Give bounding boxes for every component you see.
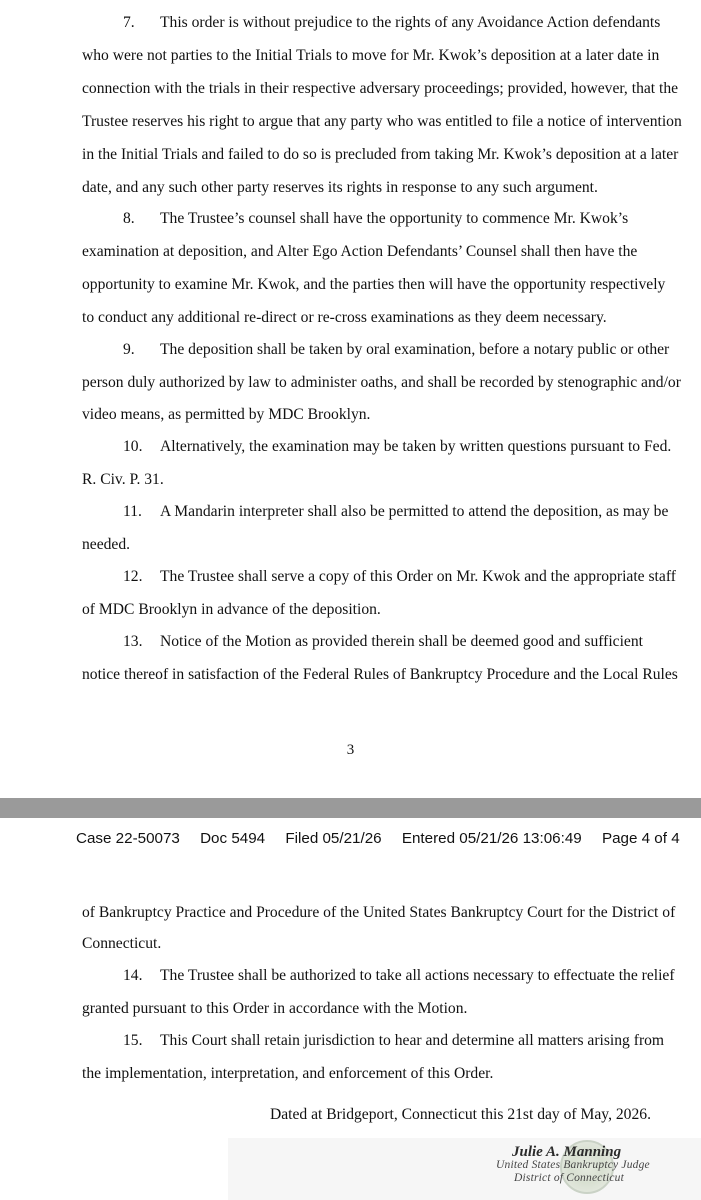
para-8-line-2: examination at deposition, and Alter Ego Action Defendants’ Counsel shall then have the [82, 243, 638, 260]
para-14-line-2: granted pursuant to this Order in accordance with the Motion. [82, 1000, 468, 1017]
page-count: Page 4 of 4 [601, 830, 680, 847]
para-11-line-1: 11. A Mandarin interpreter shall also be permitted to attend the deposition, as may be [123, 503, 669, 520]
judge-title: United States Bankruptcy Judge [496, 1159, 650, 1171]
para-14-line-1: 14. The Trustee shall be authorized to take all actions necessary to effectuate the relief [123, 967, 675, 984]
para-8-number: 8. [123, 210, 135, 227]
para-15-line-2: the implementation, interpretation, and enforcement of this Order. [82, 1065, 494, 1082]
para-7-line-2: who were not parties to the Initial Trials to move for Mr. Kwok’s deposition at a later date in [82, 47, 660, 64]
para-13-continuation-line-2: Connecticut. [82, 935, 162, 952]
para-15-line-1: 15. This Court shall retain jurisdiction to hear and determine all matters arising from [123, 1032, 665, 1049]
para-7-line-5: in the Initial Trials and failed to do so is precluded from taking Mr. Kwok’s deposition at a later [82, 146, 679, 163]
para-12-line-2: of MDC Brooklyn in advance of the deposition. [82, 601, 381, 618]
filed-date: Filed 05/21/26 [285, 830, 382, 847]
para-9-number: 9. [123, 341, 135, 358]
para-11-line-2: needed. [82, 536, 131, 553]
para-8-line-1: 8. The Trustee’s counsel shall have the opportunity to commence Mr. Kwok’s [123, 210, 629, 227]
para-7-number: 7. [123, 14, 135, 31]
para-10-line-2: R. Civ. P. 31. [82, 471, 164, 488]
para-7-line-4: Trustee reserves his right to argue that any party who was entitled to file a notice of intervention [82, 113, 682, 130]
para-7-line-1: 7. This order is without prejudice to the rights of any Avoidance Action defendants [123, 14, 661, 31]
para-12-line-1: 12. The Trustee shall serve a copy of this Order on Mr. Kwok and the appropriate staff [123, 568, 676, 585]
judge-signature-name: Julie A. Manning [512, 1144, 622, 1160]
para-13-number: 13. [123, 633, 143, 650]
para-7-line-3: connection with the trials in their respective adversary proceedings; provided, however, that the [82, 80, 679, 97]
judge-district: District of Connecticut [514, 1172, 625, 1184]
para-13-line-1: 13. Notice of the Motion as provided therein shall be deemed good and sufficient [123, 633, 643, 650]
para-11-number: 11. [123, 503, 142, 520]
para-13-continuation-line-1: of Bankruptcy Practice and Procedure of the United States Bankruptcy Court for the District of [82, 904, 676, 921]
page-separator [0, 798, 701, 818]
doc-number: Doc 5494 [200, 830, 266, 847]
para-9-line-2: person duly authorized by law to administer oaths, and shall be recorded by stenographic and/or [82, 374, 681, 391]
para-12-number: 12. [123, 568, 143, 585]
dated-line: Dated at Bridgeport, Connecticut this 21st day of May, 2026. [270, 1106, 651, 1123]
ecf-case-header [76, 830, 680, 847]
para-9-line-1: 9. The deposition shall be taken by oral examination, before a notary public or other [123, 341, 670, 358]
case-number: Case 22-50073 [76, 830, 180, 847]
para-10-number: 10. [123, 438, 143, 455]
entered-date: Entered 05/21/26 13:06:49 [401, 830, 582, 847]
para-13-line-2: notice thereof in satisfaction of the Federal Rules of Bankruptcy Procedure and the Local Rules [82, 666, 678, 683]
page-number: 3 [346, 742, 355, 758]
para-14-number: 14. [123, 967, 143, 984]
para-8-line-3: opportunity to examine Mr. Kwok, and the parties then will have the opportunity respectively [82, 276, 666, 293]
para-7-line-6: date, and any such other party reserves its rights in response to any such argument. [82, 179, 598, 196]
para-15-number: 15. [123, 1032, 143, 1049]
para-9-line-3: video means, as permitted by MDC Brooklyn. [82, 406, 371, 423]
para-10-line-1: 10. Alternatively, the examination may be taken by written questions pursuant to Fed. [123, 438, 672, 455]
para-8-line-4: to conduct any additional re-direct or re-cross examinations as they deem necessary. [82, 309, 607, 326]
